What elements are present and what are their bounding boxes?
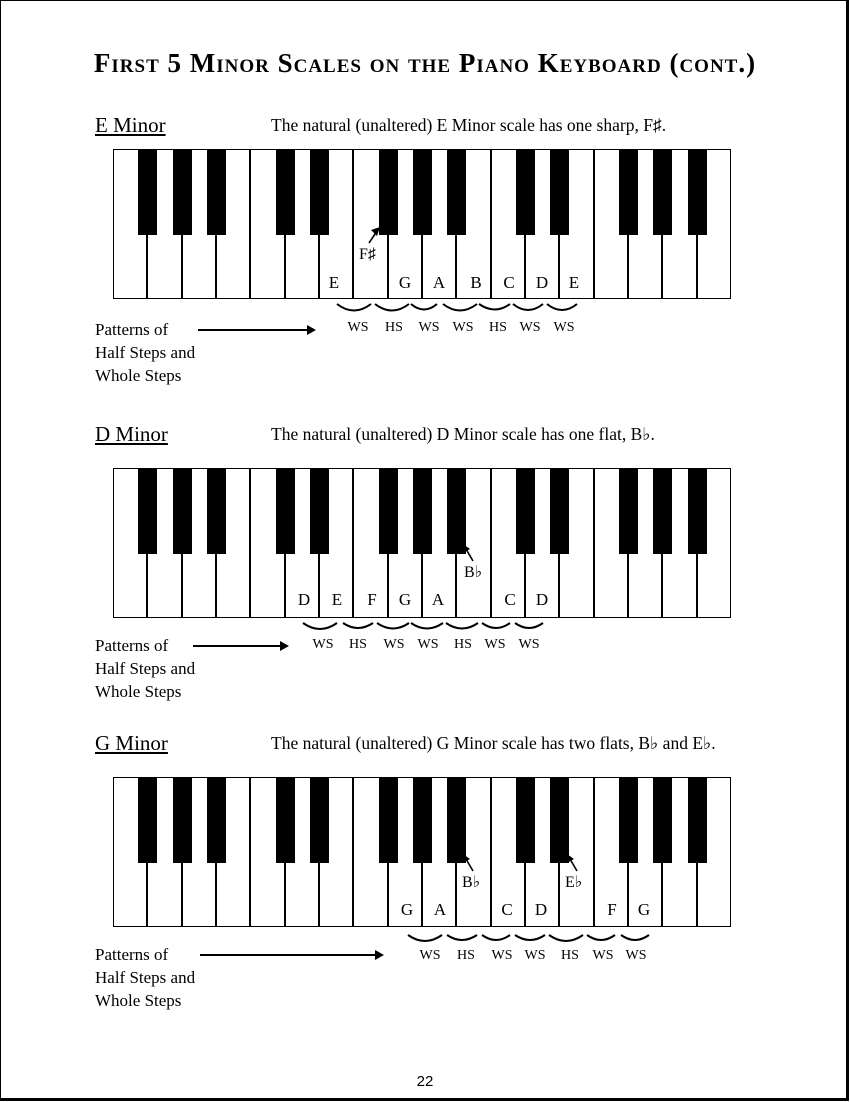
black-key: [310, 777, 329, 863]
step-label: WS: [519, 320, 541, 335]
step-arc: [447, 935, 477, 940]
black-key: [447, 777, 466, 863]
step-label: WS: [312, 637, 334, 652]
black-key: [207, 468, 226, 554]
step-arc: [337, 304, 371, 311]
step-label: WS: [524, 948, 546, 963]
patterns-line: Patterns of: [95, 636, 169, 655]
step-arc: [408, 935, 442, 941]
patterns-line: Patterns of: [95, 945, 169, 964]
black-key: [413, 777, 432, 863]
step-arc: [343, 623, 373, 628]
note-label: C: [503, 273, 515, 292]
accidental-label: F♯: [359, 246, 376, 263]
note-label: D: [535, 590, 549, 609]
step-label: WS: [383, 637, 405, 652]
black-key: [173, 468, 192, 554]
black-key: [653, 468, 672, 554]
step-arc: [547, 304, 577, 310]
step-arc: [515, 935, 545, 940]
step-arc: [443, 304, 477, 311]
patterns-line: Whole Steps: [95, 991, 182, 1010]
black-key: [413, 468, 432, 554]
black-key: [138, 149, 157, 235]
black-key: [688, 468, 707, 554]
accidental-label: E♭: [565, 874, 583, 891]
step-arc: [515, 623, 543, 628]
step-arc: [479, 304, 510, 310]
step-label: WS: [452, 320, 474, 335]
black-key: [379, 777, 398, 863]
patterns-line: Half Steps and: [95, 343, 196, 362]
black-key: [619, 777, 638, 863]
note-label: C: [504, 590, 516, 609]
black-key: [653, 149, 672, 235]
black-key: [619, 149, 638, 235]
note-label: C: [501, 900, 513, 919]
black-key: [276, 777, 295, 863]
black-key: [447, 468, 466, 554]
patterns-line: Patterns of: [95, 320, 169, 339]
black-key: [653, 777, 672, 863]
step-arc: [411, 304, 437, 310]
step-arc: [375, 304, 409, 311]
note-label: B: [470, 273, 482, 292]
black-key: [207, 777, 226, 863]
step-arc: [482, 935, 510, 940]
page-title: First 5 Minor Scales on the Piano Keyboard (cont.): [93, 48, 757, 78]
scale-description: The natural (unaltered) D Minor scale has one flat, B♭.: [271, 424, 655, 444]
scale-name: E Minor: [95, 113, 166, 137]
step-label: WS: [417, 637, 439, 652]
black-key: [516, 468, 535, 554]
pointer-arrow: [198, 329, 314, 331]
step-label: WS: [518, 637, 540, 652]
black-key: [138, 468, 157, 554]
note-label: G: [398, 273, 412, 292]
step-label: WS: [625, 948, 647, 963]
scale-description: The natural (unaltered) E Minor scale has one sharp, F♯.: [271, 115, 667, 135]
step-arc: [446, 623, 478, 629]
patterns-label: [95, 634, 195, 703]
scale-name: D Minor: [95, 422, 168, 446]
step-label: HS: [489, 320, 507, 335]
patterns-line: Half Steps and: [95, 659, 196, 678]
step-label: WS: [553, 320, 575, 335]
black-key: [447, 149, 466, 235]
black-key: [688, 777, 707, 863]
note-label: G: [637, 900, 651, 919]
black-key: [138, 777, 157, 863]
step-label: WS: [484, 637, 506, 652]
step-label: HS: [385, 320, 403, 335]
patterns-label: [95, 318, 195, 387]
pointer-arrow: [193, 645, 287, 647]
piano-keyboard: [113, 149, 731, 299]
patterns-line: Whole Steps: [95, 366, 182, 385]
note-label: G: [398, 590, 412, 609]
section-g-minor: [0, 731, 850, 1031]
step-label: WS: [592, 948, 614, 963]
step-label: HS: [457, 948, 475, 963]
page-number: 22: [416, 1073, 434, 1090]
step-label: WS: [419, 948, 441, 963]
note-label: D: [535, 273, 549, 292]
black-key: [310, 468, 329, 554]
step-label: HS: [349, 637, 367, 652]
black-key: [173, 149, 192, 235]
black-key: [550, 777, 569, 863]
black-key: [619, 468, 638, 554]
pointer-arrow: [200, 954, 382, 956]
black-key: [413, 149, 432, 235]
note-label: D: [297, 590, 311, 609]
black-key: [516, 149, 535, 235]
black-key: [379, 149, 398, 235]
note-label: E: [328, 273, 340, 292]
step-arc: [621, 935, 649, 940]
step-arc: [411, 623, 443, 629]
note-label: A: [432, 273, 446, 292]
note-label: F: [607, 900, 617, 919]
section-d-minor: [0, 422, 850, 722]
black-key: [276, 149, 295, 235]
step-label: WS: [418, 320, 440, 335]
note-label: G: [400, 900, 414, 919]
black-key: [688, 149, 707, 235]
step-arc: [303, 623, 337, 629]
note-label: A: [431, 590, 445, 609]
note-label: E: [331, 590, 343, 609]
patterns-line: Half Steps and: [95, 968, 196, 987]
note-label: F: [367, 590, 377, 609]
piano-keyboard: [113, 468, 731, 618]
accidental-label: B♭: [464, 564, 483, 581]
scale-name: G Minor: [95, 731, 168, 755]
accidental-label: B♭: [462, 874, 481, 891]
step-label: HS: [454, 637, 472, 652]
black-key: [310, 149, 329, 235]
step-arc: [377, 623, 409, 629]
patterns-line: Whole Steps: [95, 682, 182, 701]
black-key: [207, 149, 226, 235]
black-key: [550, 149, 569, 235]
black-key: [516, 777, 535, 863]
step-label: HS: [561, 948, 579, 963]
note-label: A: [433, 900, 447, 919]
step-arc: [587, 935, 615, 940]
note-label: D: [534, 900, 548, 919]
scale-description: The natural (unaltered) G Minor scale has two flats, B♭ and E♭.: [271, 733, 716, 753]
black-key: [379, 468, 398, 554]
step-arc: [513, 304, 543, 310]
black-key: [550, 468, 569, 554]
step-arc: [549, 935, 583, 941]
patterns-label: [95, 943, 195, 1012]
note-label: E: [568, 273, 580, 292]
step-label: WS: [347, 320, 369, 335]
black-key: [276, 468, 295, 554]
step-arc: [482, 623, 510, 628]
section-e-minor: [0, 113, 850, 413]
step-label: WS: [491, 948, 513, 963]
black-key: [173, 777, 192, 863]
